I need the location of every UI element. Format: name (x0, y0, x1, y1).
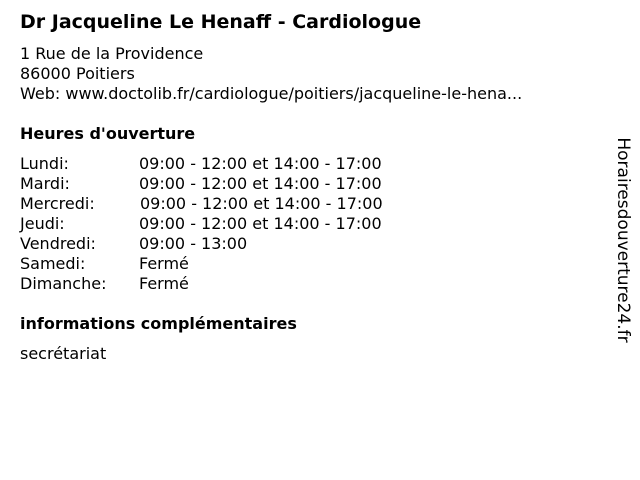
website-line: Web: www.doctolib.fr/cardiologue/poitiers/jacqueline-le-hena... (20, 84, 523, 103)
address-street: 1 Rue de la Providence (20, 44, 204, 63)
site-watermark: Horairesdouverture24.fr (613, 137, 633, 343)
day-hours: 09:00 - 13:00 (139, 234, 248, 253)
day-label: Samedi: (20, 254, 86, 273)
day-hours: 09:00 - 12:00 et 14:00 - 17:00 (139, 174, 382, 193)
day-hours: Fermé (139, 274, 189, 293)
address-city: 86000 Poitiers (20, 64, 135, 83)
day-label: Dimanche: (20, 274, 107, 293)
hours-heading: Heures d'ouverture (20, 124, 196, 143)
address-block (20, 44, 522, 104)
day-hours: Fermé (139, 254, 189, 273)
day-label: Mercredi: (20, 194, 95, 213)
info-text: secrétariat (20, 344, 107, 363)
day-label: Mardi: (20, 174, 70, 193)
day-hours: 09:00 - 12:00 et 14:00 - 17:00 (140, 194, 383, 213)
page-title: Dr Jacqueline Le Henaff - Cardiologue (20, 11, 422, 33)
info-heading: informations complémentaires (20, 314, 297, 333)
day-label: Jeudi: (20, 214, 65, 233)
day-label: Vendredi: (20, 234, 96, 253)
day-hours: 09:00 - 12:00 et 14:00 - 17:00 (139, 154, 382, 173)
day-hours: 09:00 - 12:00 et 14:00 - 17:00 (139, 214, 382, 233)
day-label: Lundi: (20, 154, 69, 173)
